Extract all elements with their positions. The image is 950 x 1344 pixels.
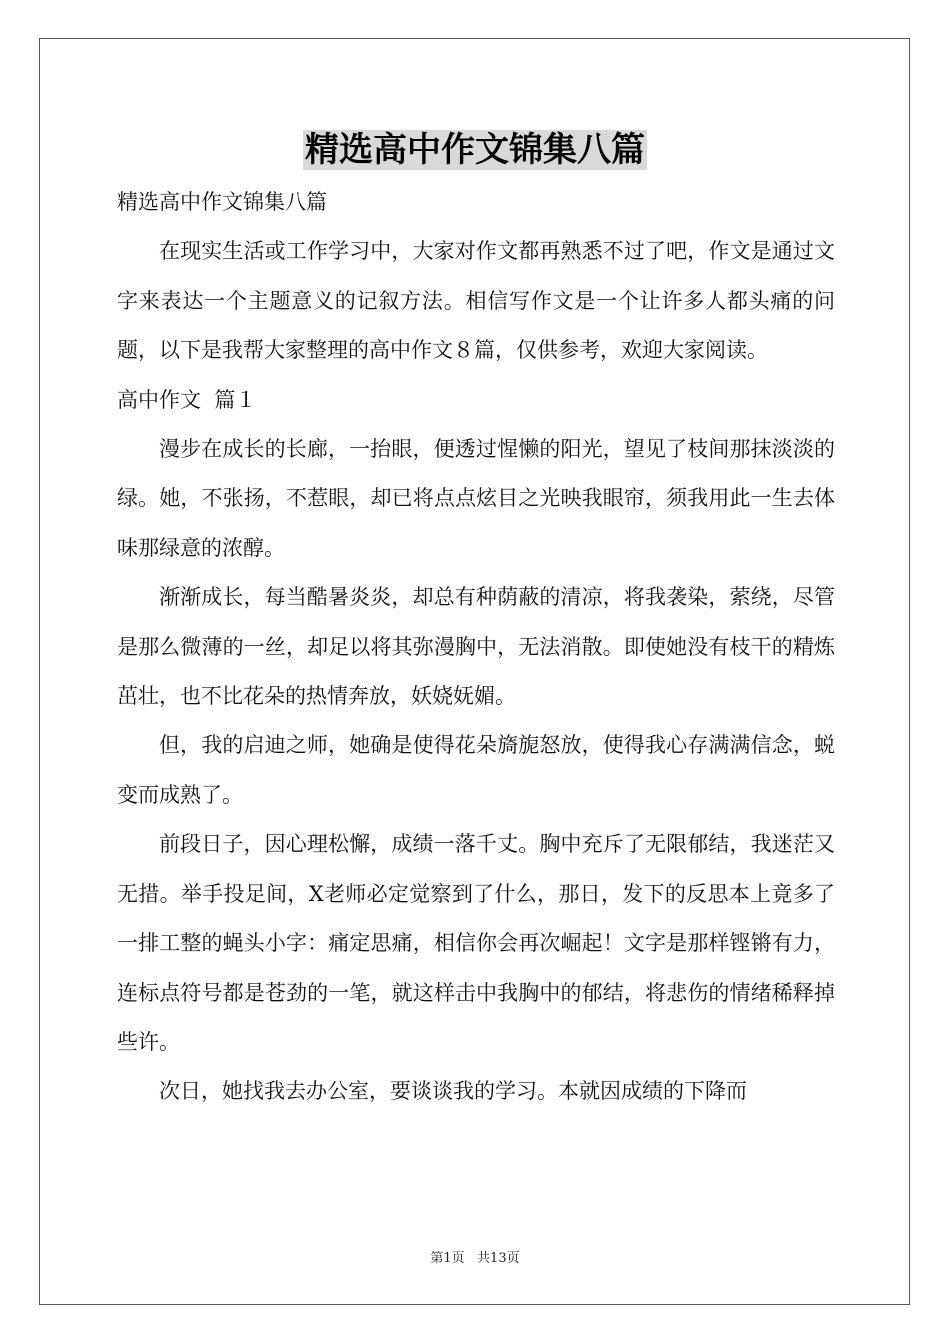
page-footer: 第1页 共13页 <box>430 1251 520 1266</box>
body-paragraph: 前段日子，因心理松懈，成绩一落千丈。胸中充斥了无限郁结，我迷茫又无措。举手投足间，X老师必定觉察到了什么，那日，发下的反思本上竟多了一排工整的蝇头小字：痛定思痛，相信你会再次崛起！文字是那样铿锵有力，连标点符号都是苍劲的一笔，就这样击中我胸中的郁结，将悲伤的情绪稀释掉些许。 <box>117 832 835 1054</box>
document-subtitle: 精选高中作文锦集八篇 <box>117 190 327 214</box>
document-body <box>117 178 835 1117</box>
document-title-text: 精选高中作文锦集八篇 <box>305 130 645 170</box>
body-paragraph: 漫步在成长的长廊，一抬眼，便透过惺懒的阳光，望见了枝间那抹淡淡的绿。她，不张扬，不惹眼，却已将点点炫目之光映我眼帘，须我用此一生去体味那绿意的浓醇。 <box>117 437 835 560</box>
body-paragraph: 但，我的启迪之师，她确是使得花朵旖旎怒放，使得我心存满满信念，蜕变而成熟了。 <box>117 733 835 807</box>
section-heading: 高中作文 篇１ <box>117 387 257 412</box>
body-paragraph: 渐渐成长，每当酷暑炎炎，却总有种荫蔽的清凉，将我袭染，萦绕，尽管是那么微薄的一丝，却足以将其弥漫胸中，无法消散。即使她没有枝干的精炼茁壮，也不比花朵的热情奔放，妖娆妩媚。 <box>117 585 835 709</box>
document-title <box>0 128 950 172</box>
body-paragraph: 次日，她找我去办公室，要谈谈我的学习。本就因成绩的下降而 <box>159 1079 747 1104</box>
intro-paragraph: 在现实生活或工作学习中，大家对作文都再熟悉不过了吧，作文是通过文字来表达一个主题意义的记叙方法。相信写作文是一个让许多人都头痛的问题，以下是我帮大家整理的高中作文８篇，仅供参考，欢迎大家阅读。 <box>117 239 835 363</box>
